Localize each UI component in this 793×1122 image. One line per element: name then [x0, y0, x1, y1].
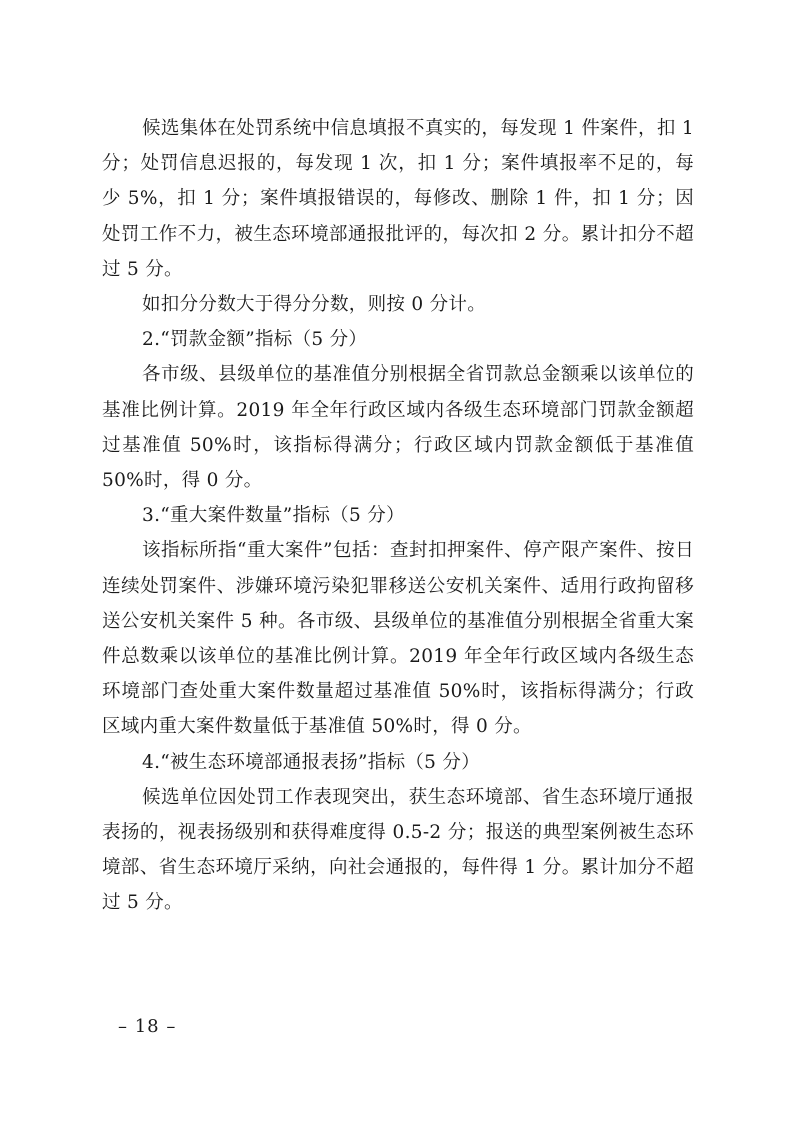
heading-fine-amount: 2.“罚款金额”指标（5 分）	[142, 329, 368, 351]
document-body	[102, 111, 694, 921]
paragraph-commendation: 候选单位因处罚工作表现突出，获生态环境部、省生态环境厅通报表扬的，视表扬级别和获得难度得 0.5-2 分；报送的典型案例被生态环境部、省生态环境厅采纳，向社会通报的，每件得 1 分。累计加分不超过 5 分。	[102, 786, 694, 914]
page-number: – 18 –	[118, 1016, 177, 1037]
paragraph-major-cases: 该指标所指“重大案件”包括：查封扣押案件、停产限产案件、按日连续处罚案件、涉嫌环境污染犯罪移送公安机关案件、适用行政拘留移送公安机关案件 5 种。各市级、县级单位的基准值分别根据全省重大案件总数乘以该单位的基准比例计算。2019 年全年行政区域内各级生态环境部门查处重大案件数量超过基准值 50%时，该指标得满分；行政区域内重大案件数量低于基准值 50%时，得 0 分。	[102, 540, 694, 738]
paragraph-zero-score-rule: 如扣分分数大于得分分数，则按 0 分计。	[142, 294, 487, 316]
heading-commendation: 4.“被生态环境部通报表扬”指标（5 分）	[142, 751, 481, 773]
heading-major-cases: 3.“重大案件数量”指标（5 分）	[142, 505, 405, 527]
paragraph-fine-amount: 各市级、县级单位的基准值分别根据全省罚款总金额乘以该单位的基准比例计算。2019 年全年行政区域内各级生态环境部门罚款金额超过基准值 50%时，该指标得满分；行政区域内罚款金额低于基准值 50%时，得 0 分。	[102, 364, 694, 492]
paragraph-deduction-rules: 候选集体在处罚系统中信息填报不真实的，每发现 1 件案件，扣 1 分；处罚信息迟报的，每发现 1 次，扣 1 分；案件填报率不足的，每少 5%，扣 1 分；案件填报错误的，每修改、删除 1 件，扣 1 分；因处罚工作不力，被生态环境部通报批评的，每次扣 2 分。累计扣分不超过 5 分。	[102, 118, 694, 280]
